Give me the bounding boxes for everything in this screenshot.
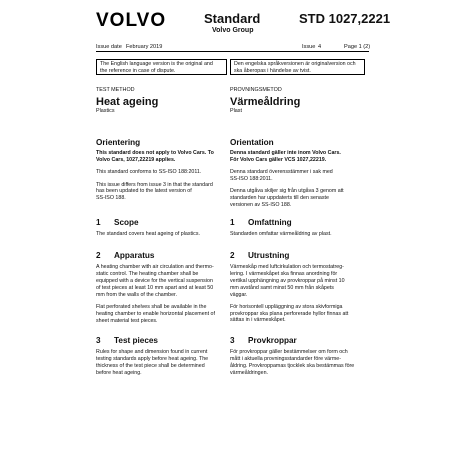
text-line: This issue differs from issue 3 in that the standard (96, 181, 213, 188)
text-line: lering. I värmeskåpet ska finnas anordning för (230, 270, 338, 277)
issue-difference-text (96, 182, 231, 203)
text-line: This standard does not apply to Volvo Cars. To (96, 149, 214, 156)
apparatus-shelves-text (96, 304, 231, 325)
note-line: the reference in case of dispute. (100, 67, 176, 74)
conformance-text: This standard conforms to SS-ISO 188:2011. (96, 168, 202, 175)
group-name: Volvo Group (212, 27, 254, 34)
text-line: Flat perforated shelves shall be available in the (96, 303, 207, 310)
text-line: Denna standard gäller inte inom Volvo Cars. (230, 149, 341, 156)
text-line: Rules for shape and dimension found in current (96, 349, 208, 356)
orientation-heading: Orientering (96, 137, 141, 147)
text-line: provkroppar ska plana perforerade hyllor finnas att (230, 310, 349, 317)
standard-number: STD 1027,2221 (299, 11, 391, 26)
test-method-label: PROVNINGSMETOD (230, 87, 282, 93)
text-line: Denna standard överensstämmer i sak med (230, 168, 333, 175)
issue-date: February 2019 (126, 44, 163, 50)
text-line: väggar. (230, 291, 248, 298)
text-line: equipped with a device for the vertical suspension (96, 277, 213, 284)
orientation-heading: Orientation (230, 137, 274, 147)
apparatus-heading (230, 251, 365, 260)
document-type: Standard (204, 11, 261, 26)
text-line: sheet material test pieces. (96, 317, 158, 324)
text-line: heating chamber to enable horizontal placement of (96, 310, 215, 317)
text-line: versionen av SS-ISO 188. (230, 202, 292, 209)
text-line: Värmeskåp med luftcirkulation och termostatreg- (230, 264, 344, 271)
text-line: För horisontell uppläggning av stora skivformiga (230, 303, 343, 310)
issue-date-label: Issue date (96, 44, 122, 50)
section-title: Provkroppar (248, 336, 297, 346)
swedish-column (230, 87, 365, 377)
text-line: Volvo Cars, 1027,22219 applies. (96, 156, 176, 163)
issue-difference-text (230, 188, 365, 209)
text-line: SS-ISO 188:2011. (230, 175, 273, 182)
section-number: 3 (230, 336, 235, 346)
test-pieces-text (96, 349, 231, 377)
document-subtitle: Plastics (96, 107, 115, 114)
english-column (96, 87, 231, 377)
text-line: static control. The heating chamber shall be (96, 271, 199, 278)
text-line: SS-ISO 188. (96, 195, 126, 202)
text-line: standarden har uppdaterts till den senaste (230, 195, 329, 202)
section-title: Test pieces (114, 336, 158, 346)
orientation-applicability (96, 150, 231, 164)
text-line: of test pieces at least 10 mm apart and at least 50 (96, 284, 214, 291)
english-original-note (96, 59, 227, 75)
scope-heading (96, 218, 231, 227)
text-line: Denna utgåva skiljer sig från utgåva 3 genom att (230, 188, 344, 195)
test-pieces-heading (96, 336, 231, 345)
test-pieces-text (230, 349, 365, 377)
section-title: Utrustning (248, 251, 290, 261)
section-title: Omfattning (248, 218, 292, 228)
text-line: has been updated to the latest version of (96, 188, 192, 195)
text-line: mm avstånd samt minst 50 mm från skåpets (230, 284, 334, 291)
scope-heading (230, 218, 365, 227)
swedish-original-note (230, 59, 365, 75)
document-title: Heat ageing (96, 95, 159, 108)
section-title: Apparatus (114, 251, 155, 261)
document-title: Värmeåldring (230, 95, 301, 108)
text-line: sättas in i värmeskåpet. (230, 317, 286, 324)
text-line: mått i aktuella provningsstandarder före värme- (230, 356, 341, 363)
text-line: värmeåldringen. (230, 370, 268, 377)
text-line: before heat ageing. (96, 370, 142, 377)
text-line: testing standards apply before heat ageing. The (96, 356, 209, 363)
document-subtitle: Plast (230, 107, 242, 114)
text-line: A heating chamber with air circulation and thermo- (96, 264, 214, 271)
section-number: 1 (230, 218, 235, 228)
volvo-logo: VOLVO (96, 10, 167, 31)
header-divider (96, 51, 369, 52)
section-number: 1 (96, 218, 101, 228)
text-line: thickness of the test piece shall be determined (96, 363, 205, 370)
issue-label: Issue (302, 44, 316, 50)
apparatus-text (230, 264, 365, 299)
scope-text: Standarden omfattar värmeåldring av plast. (230, 231, 332, 238)
orientation-applicability (230, 150, 365, 164)
conformance-text (230, 169, 365, 183)
note-line: Den engelska språkversionen är originalversion och (234, 61, 356, 67)
issue-number: 4 (318, 44, 322, 50)
section-title: Scope (114, 218, 139, 228)
scope-text: The standard covers heat ageing of plastics. (96, 231, 200, 238)
section-number: 2 (96, 251, 101, 261)
apparatus-heading (96, 251, 231, 260)
text-line: vertikal upphängning av provkroppar på minst 10 (230, 277, 345, 284)
test-pieces-heading (230, 336, 365, 345)
note-line: The English language version is the original and (100, 61, 213, 67)
note-line: ska åberopas i händelse av tvist. (234, 67, 311, 74)
apparatus-shelves-text (230, 304, 365, 325)
text-line: mm from the walls of the chamber. (96, 291, 177, 298)
test-method-label: TEST METHOD (96, 87, 135, 93)
section-number: 2 (230, 251, 235, 261)
apparatus-text (96, 264, 231, 299)
text-line: åldring. Provkroppamas tjocklek ska bestämmas före (230, 363, 355, 370)
text-line: För provkroppar gäller bestämmelser om form och (230, 349, 348, 356)
text-line: För Volvo Cars gäller VCS 1027,22219. (230, 156, 327, 163)
section-number: 3 (96, 336, 101, 346)
page-number: Page 1 (2) (344, 44, 371, 50)
